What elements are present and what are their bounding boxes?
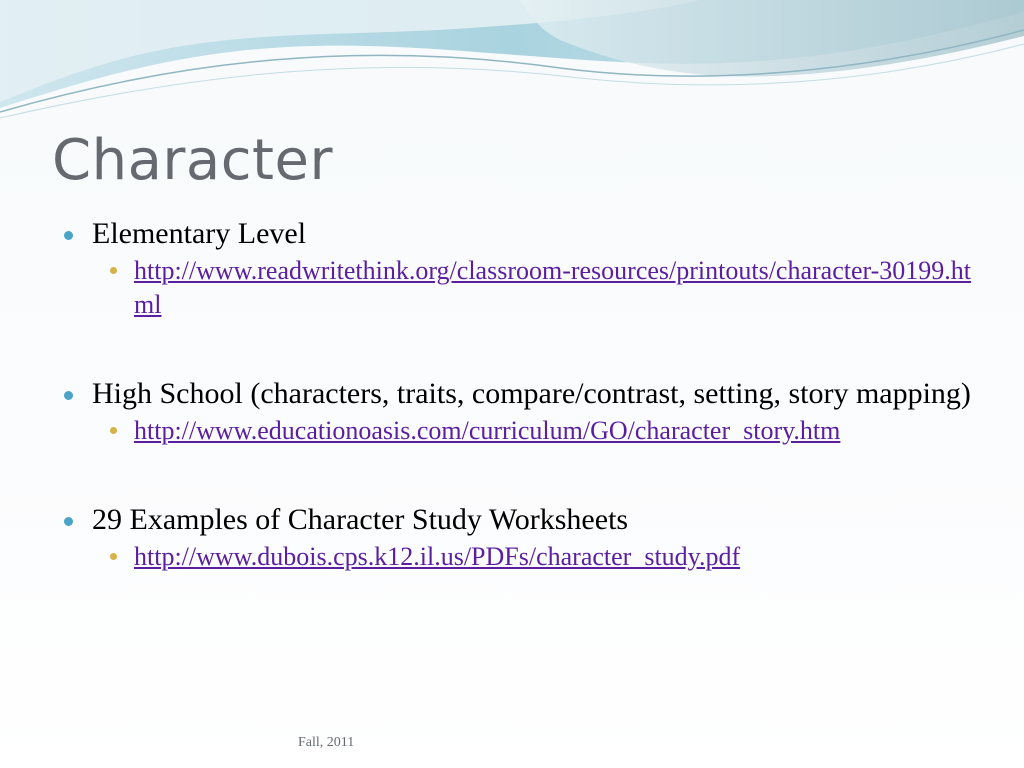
list-item-text: 29 Examples of Character Study Worksheets <box>92 503 629 536</box>
slide-content <box>62 216 972 582</box>
list-item <box>62 502 972 574</box>
spacer <box>62 456 972 502</box>
list-item-text: High School (characters, traits, compare/contrast, setting, story mapping) <box>92 377 971 410</box>
header-wave-decoration <box>0 0 1024 130</box>
slide-footer: Fall, 2011 <box>298 735 355 750</box>
sub-list-item <box>92 414 972 448</box>
resource-link[interactable]: http://www.dubois.cps.k12.il.us/PDFs/character_study.pdf <box>134 542 741 571</box>
sub-list-item <box>92 540 972 574</box>
list-item-text: Elementary Level <box>92 217 307 250</box>
wave-accent <box>520 0 1024 77</box>
bullet-dot-icon <box>64 391 73 400</box>
spacer <box>62 330 972 376</box>
resource-link[interactable]: http://www.readwritethink.org/classroom-resources/printouts/character-30199.html <box>134 256 972 319</box>
slide-title: Character <box>52 128 333 193</box>
bullet-dot-icon <box>64 517 73 526</box>
list-item <box>62 216 972 322</box>
sub-bullet-dot-icon <box>110 427 117 434</box>
sub-bullet-dot-icon <box>110 553 117 560</box>
list-item <box>62 376 972 448</box>
sub-bullet-dot-icon <box>110 267 117 274</box>
bullet-list <box>62 216 972 574</box>
resource-link[interactable]: http://www.educationoasis.com/curriculum/GO/character_story.htm <box>134 416 841 445</box>
bullet-dot-icon <box>64 231 73 240</box>
sub-list-item <box>92 254 972 322</box>
